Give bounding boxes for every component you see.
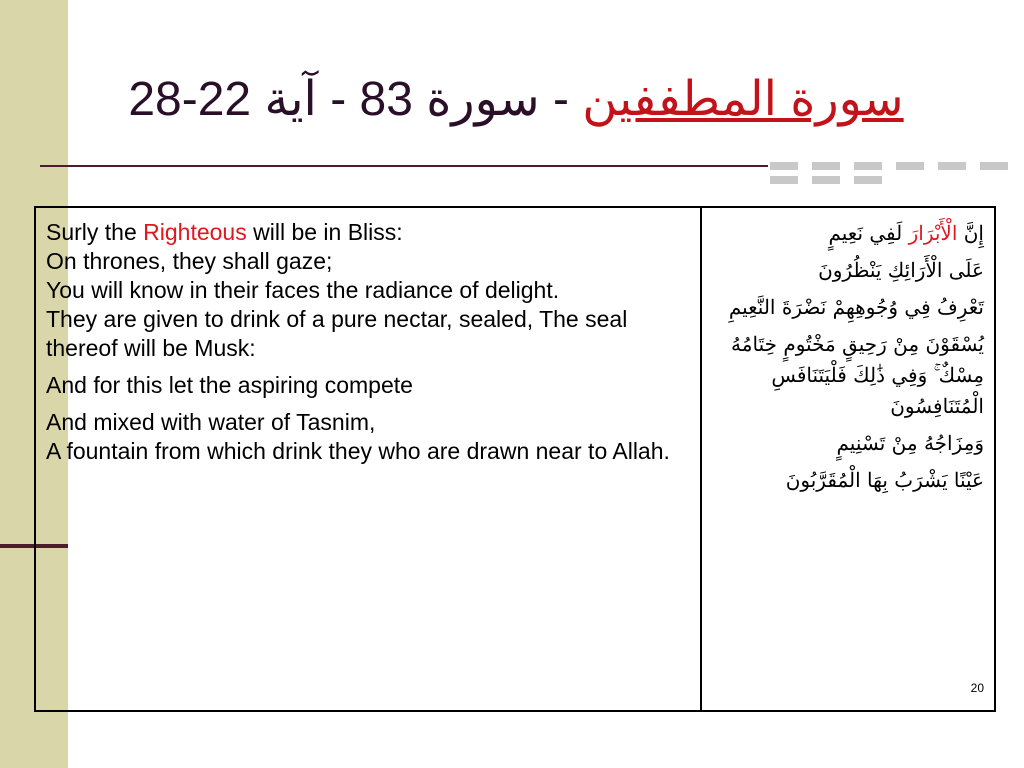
decorative-square xyxy=(812,176,840,184)
slide-title xyxy=(68,60,964,140)
english-translation-column xyxy=(36,208,702,710)
title-divider xyxy=(40,165,768,167)
righteous-highlight: Righteous xyxy=(143,219,247,245)
english-line-4: They are given to drink of a pure nectar, sealed, The seal thereof will be Musk: xyxy=(46,306,628,361)
decorative-square xyxy=(812,162,840,170)
english-line-1: Surly the Righteous will be in Bliss: xyxy=(46,219,403,245)
arabic-verse-6: عَيْنًا يَشْرَبُ بِهَا الْمُقَرَّبُونَ xyxy=(785,468,984,492)
english-line-6: And mixed with water of Tasnim, xyxy=(46,409,376,435)
arabic-verse-1: إِنَّ الْأَبْرَارَ لَفِي نَعِيمٍ xyxy=(828,221,984,245)
decorative-square xyxy=(938,162,966,170)
arabic-verse-2: عَلَى الْأَرَائِكِ يَنْظُرُونَ xyxy=(818,258,984,282)
verse-table xyxy=(34,206,996,712)
arabic-verse-3: تَعْرِفُ فِي وُجُوهِهِمْ نَضْرَةَ النَّعِيمِ xyxy=(728,295,984,319)
decorative-square xyxy=(770,162,798,170)
arabic-verse-5: وَمِزَاجُهُ مِنْ تَسْنِيمٍ xyxy=(836,431,984,455)
title-reference: - سورة 83 - آية 22-28 xyxy=(128,73,583,126)
decorative-square xyxy=(896,162,924,170)
decorative-square xyxy=(854,176,882,184)
decorative-square xyxy=(770,176,798,184)
page-number: 20 xyxy=(970,681,984,695)
english-line-7: A fountain from which drink they who are drawn near to Allah. xyxy=(46,438,670,464)
decorative-square xyxy=(854,162,882,170)
decorative-square xyxy=(980,162,1008,170)
arabic-verse-4: يُسْقَوْنَ مِنْ رَحِيقٍ مَخْتُومٍ خِتَامُهُ مِسْكٌ ۚ وَفِي ذَٰلِكَ فَلْيَتَنَافَسِ الْمُتَنَافِسُونَ xyxy=(731,332,984,418)
english-line-2: On thrones, they shall gaze; xyxy=(46,248,333,274)
english-line-3: You will know in their faces the radiance of delight. xyxy=(46,277,560,303)
surah-name-link[interactable]: سورة المطففين xyxy=(582,73,904,126)
english-line-5: And for this let the aspiring compete xyxy=(46,372,413,398)
abrar-highlight: الْأَبْرَارَ xyxy=(908,221,958,245)
arabic-verse-column xyxy=(702,208,994,710)
